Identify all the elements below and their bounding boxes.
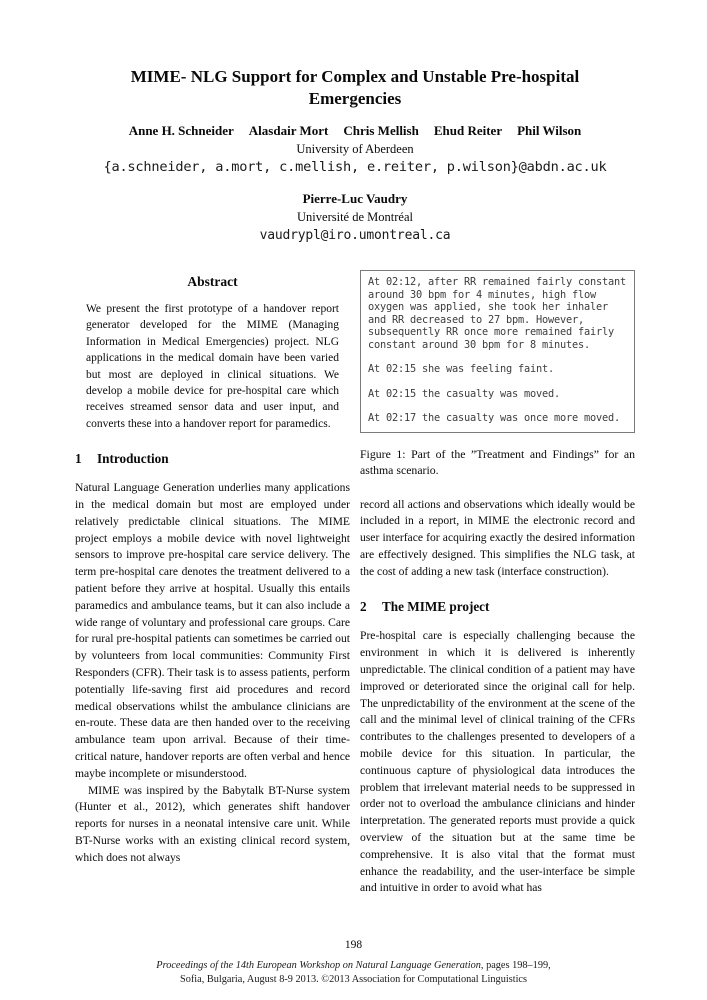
figure-paragraph: At 02:17 the casualty was once more moved.: [368, 412, 620, 424]
author-name: Anne H. Schneider: [128, 123, 234, 138]
page-footer: [0, 938, 707, 986]
figure-paragraph: At 02:12, after RR remained fairly constant around 30 bpm for 4 minutes, high flow oxygen was applied, she took her inhaler and RR decreased to 27 bpm. However, subsequently RR once more remained fairly constant around 30 bpm for 8 minutes.: [368, 276, 626, 351]
proceedings-pages: , pages 198–199,: [480, 960, 551, 971]
author-affiliation: Université de Montréal: [297, 210, 413, 224]
section-heading-mime-project: [360, 599, 635, 615]
paragraph: MIME was inspired by the Babytalk BT-Nurse system (Hunter et al., 2012), which generates shift handover reports for nurses in a neonatal intensive care unit. While BT-Nurse works with an existing clinical record system, which does not always: [75, 783, 350, 864]
left-column: [75, 270, 350, 897]
author-names-row: [75, 191, 635, 207]
author-name: Phil Wilson: [517, 123, 582, 138]
proceedings-line-1: [0, 959, 707, 973]
section-title: Introduction: [97, 451, 169, 467]
author-name: Pierre-Luc Vaudry: [302, 191, 408, 206]
author-name: Alasdair Mort: [248, 123, 329, 138]
abstract-heading: Abstract: [187, 274, 238, 289]
two-column-body: [75, 270, 635, 897]
section-number: 2: [360, 599, 367, 615]
author-name: Chris Mellish: [343, 123, 419, 138]
figure1-report-box: [360, 270, 635, 433]
section-heading-introduction: [75, 451, 350, 467]
abstract-body: We present the first prototype of a handover report generator developed for the MIME (Managing Information in Medical Emergencies) project. NLG applications in the medical domain have been varied but most are deployed in clinical situations. We develop a mobile device for pre-hospital care which receives streamed sensor data and user input, and converts these into a handover report for paramedics.: [86, 303, 339, 430]
author-email: vaudrypl@iro.umontreal.ca: [259, 228, 451, 243]
paragraph: Natural Language Generation underlies many applications in the medical domain but most are employed under relatively predictable clinical situations. The MIME project employs a mobile device with novel lightweight sensors to improve pre-hospital care service delivery. The term pre-hospital care denotes the treatment delivered to a patient before they arrive at hospital. Usually this entails paramedics and ambulance teams, but it can also include a wide range of voluntary and professional care groups. Care for rural pre-hospital patients can sometimes be carried out by volunteers from local communities: Community First Responders (CFR). Their task is to assess patients, perform potentially life-saving first aid procedures and record medical observations whilst the ambulance clinicians are en-route. These data are then handed over to the receiving ambulance team upon arrival. Because of their time-critical nature, handover reports are often verbal and hence maybe incomplete or misunderstood.: [75, 481, 350, 780]
author-affiliation: University of Aberdeen: [296, 142, 414, 156]
figure-paragraph: At 02:15 she was feeling faint.: [368, 363, 554, 375]
section-title: The MIME project: [382, 599, 490, 615]
paper-title: MIME- NLG Support for Complex and Unstable Pre-hospital Emergencies: [130, 67, 580, 108]
author-names-row: [75, 123, 635, 139]
author-email: {a.schneider, a.mort, c.mellish, e.reiter, p.wilson}@abdn.ac.uk: [103, 159, 607, 175]
section-number: 1: [75, 451, 82, 467]
author-name: Ehud Reiter: [433, 123, 503, 138]
figure1-caption: Figure 1: Part of the ”Treatment and Findings” for an asthma scenario.: [360, 446, 635, 477]
right-column: [360, 270, 635, 897]
author-group-aberdeen: [75, 123, 635, 176]
paragraph: record all actions and observations which ideally would be included in a report, in MIME the electronic record and user interface for acquiring exactly the desired information are effectively designed. This simplifies the NLG task, at the cost of adding a new task (interface construction).: [360, 497, 635, 578]
proceedings-line-2: Sofia, Bulgaria, August 8-9 2013. ©2013 Association for Computational Linguistics: [179, 973, 528, 985]
author-group-montreal: [75, 191, 635, 244]
paragraph: Pre-hospital care is especially challenging because the environment in which it is delivered is inherently unpredictable. The clinical condition of a patient may have improved or deteriorated since the original call for help. The unpredictability of the environment at the scene of the call and the minimal level of clinical training of the CFRs contributes to the challenges presented to developers of a mobile device for this situation. In particular, the continuous capture of physiological data introduces the problem that irrelevant material needs to be suppressed in order not to overload the ambulance clinicians and hinder interpretation. The generated reports must provide a quick overview of the situation but at the same time be comprehensive. It is also vital that the format must enhance the readability, and the user-interface be simple and intuitive in order to avoid what has: [360, 629, 635, 895]
proceedings-title: Proceedings of the 14th European Workshop on Natural Language Generation: [156, 960, 481, 971]
figure-paragraph: At 02:15 the casualty was moved.: [368, 387, 560, 400]
page-number: 198: [344, 939, 363, 951]
